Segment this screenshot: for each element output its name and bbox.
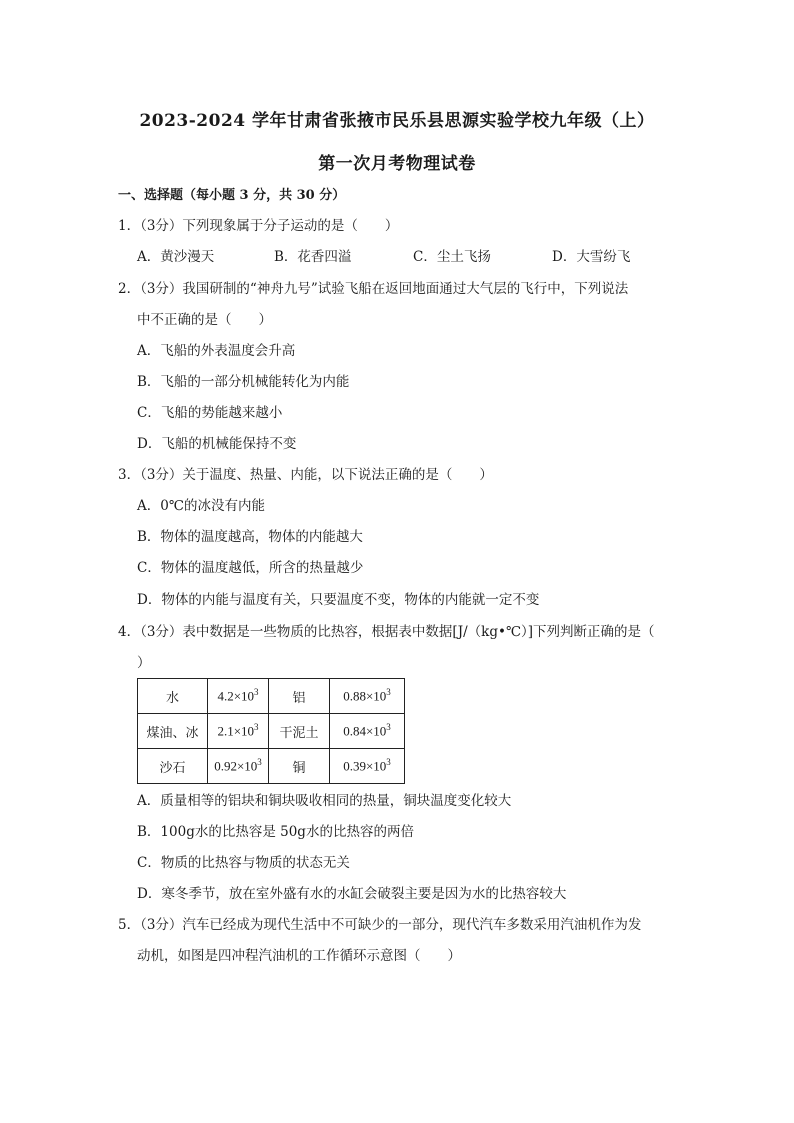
table-cell: $2.1\times 10^3$ bbox=[208, 714, 269, 749]
question-4-option-c: C．物质的比热容与物质的状态无关 bbox=[137, 855, 350, 871]
question-2-option-d: D．飞船的机械能保持不变 bbox=[137, 436, 297, 452]
table-row bbox=[138, 714, 405, 749]
question-1-option-d: D．大雪纷飞 bbox=[552, 249, 631, 265]
question-3-stem: 3．（3分）关于温度、热量、内能，以下说法正确的是（ ） bbox=[118, 467, 493, 483]
table-cell: $0.84\times 10^3$ bbox=[330, 714, 405, 749]
section-heading: 一、选择题（每小题 3 分，共 30 分） bbox=[118, 188, 346, 203]
question-3-option-d: D．物体的内能与温度有关，只要温度不变，物体的内能就一定不变 bbox=[137, 592, 540, 608]
question-4-option-a: A．质量相等的铝块和铜块吸收相同的热量，铜块温度变化较大 bbox=[137, 793, 512, 809]
table-cell: $4.2\times 10^3$ bbox=[208, 679, 269, 714]
table-cell: $0.88\times 10^3$ bbox=[330, 679, 405, 714]
question-3-option-c: C．物体的温度越低，所含的热量越少 bbox=[137, 560, 364, 576]
question-2-stem-line2: 中不正确的是（ ） bbox=[137, 312, 272, 328]
question-1-option-a: A．黄沙漫天 bbox=[137, 249, 215, 265]
table-cell: 沙石 bbox=[138, 749, 208, 784]
question-1-stem: 1．（3分）下列现象属于分子运动的是（ ） bbox=[118, 218, 399, 234]
question-4-option-b: B．100g水的比热容是 50g水的比热容的两倍 bbox=[137, 824, 414, 840]
table-cell: 干泥土 bbox=[269, 714, 330, 749]
table-cell: 铜 bbox=[269, 749, 330, 784]
exam-title-line1: 2023-2024 学年甘肃省张掖市民乐县思源实验学校九年级（上） bbox=[139, 111, 655, 131]
question-4-option-d: D．寒冬季节，放在室外盛有水的水缸会破裂主要是因为水的比热容较大 bbox=[137, 886, 567, 902]
question-2-stem-line1: 2．（3分）我国研制的“神舟九号”试验飞船在返回地面通过大气层的飞行中，下列说法 bbox=[118, 281, 629, 297]
table-cell: $0.92\times 10^3$ bbox=[208, 749, 269, 784]
table-cell: 煤油、冰 bbox=[138, 714, 208, 749]
specific-heat-table bbox=[137, 678, 405, 784]
table-row bbox=[138, 679, 405, 714]
exam-title-line2: 第一次月考物理试卷 bbox=[318, 154, 476, 174]
question-2-option-a: A．飞船的外表温度会升高 bbox=[137, 343, 296, 359]
question-5-stem-line2: 动机，如图是四冲程汽油机的工作循环示意图（ ） bbox=[137, 948, 461, 964]
table-cell: 水 bbox=[138, 679, 208, 714]
question-4-stem-line1: 4．（3分）表中数据是一些物质的比热容，根据表中数据[J/（kg•℃）]下列判断正确的是（ bbox=[118, 624, 655, 640]
table-row bbox=[138, 749, 405, 784]
question-2-option-c: C．飞船的势能越来越小 bbox=[137, 405, 283, 421]
question-2-option-b: B．飞船的一部分机械能转化为内能 bbox=[137, 374, 350, 390]
question-1-option-b: B．花香四溢 bbox=[274, 249, 352, 265]
question-4-stem-line2: ） bbox=[137, 655, 151, 671]
table-cell: 铝 bbox=[269, 679, 330, 714]
question-1-option-c: C．尘土飞扬 bbox=[413, 249, 491, 265]
question-3-option-b: B．物体的温度越高，物体的内能越大 bbox=[137, 529, 363, 545]
question-5-stem-line1: 5．（3分）汽车已经成为现代生活中不可缺少的一部分，现代汽车多数采用汽油机作为发 bbox=[118, 917, 642, 933]
question-3-option-a: A．0℃的冰没有内能 bbox=[137, 498, 265, 514]
table-cell: $0.39\times 10^3$ bbox=[330, 749, 405, 784]
